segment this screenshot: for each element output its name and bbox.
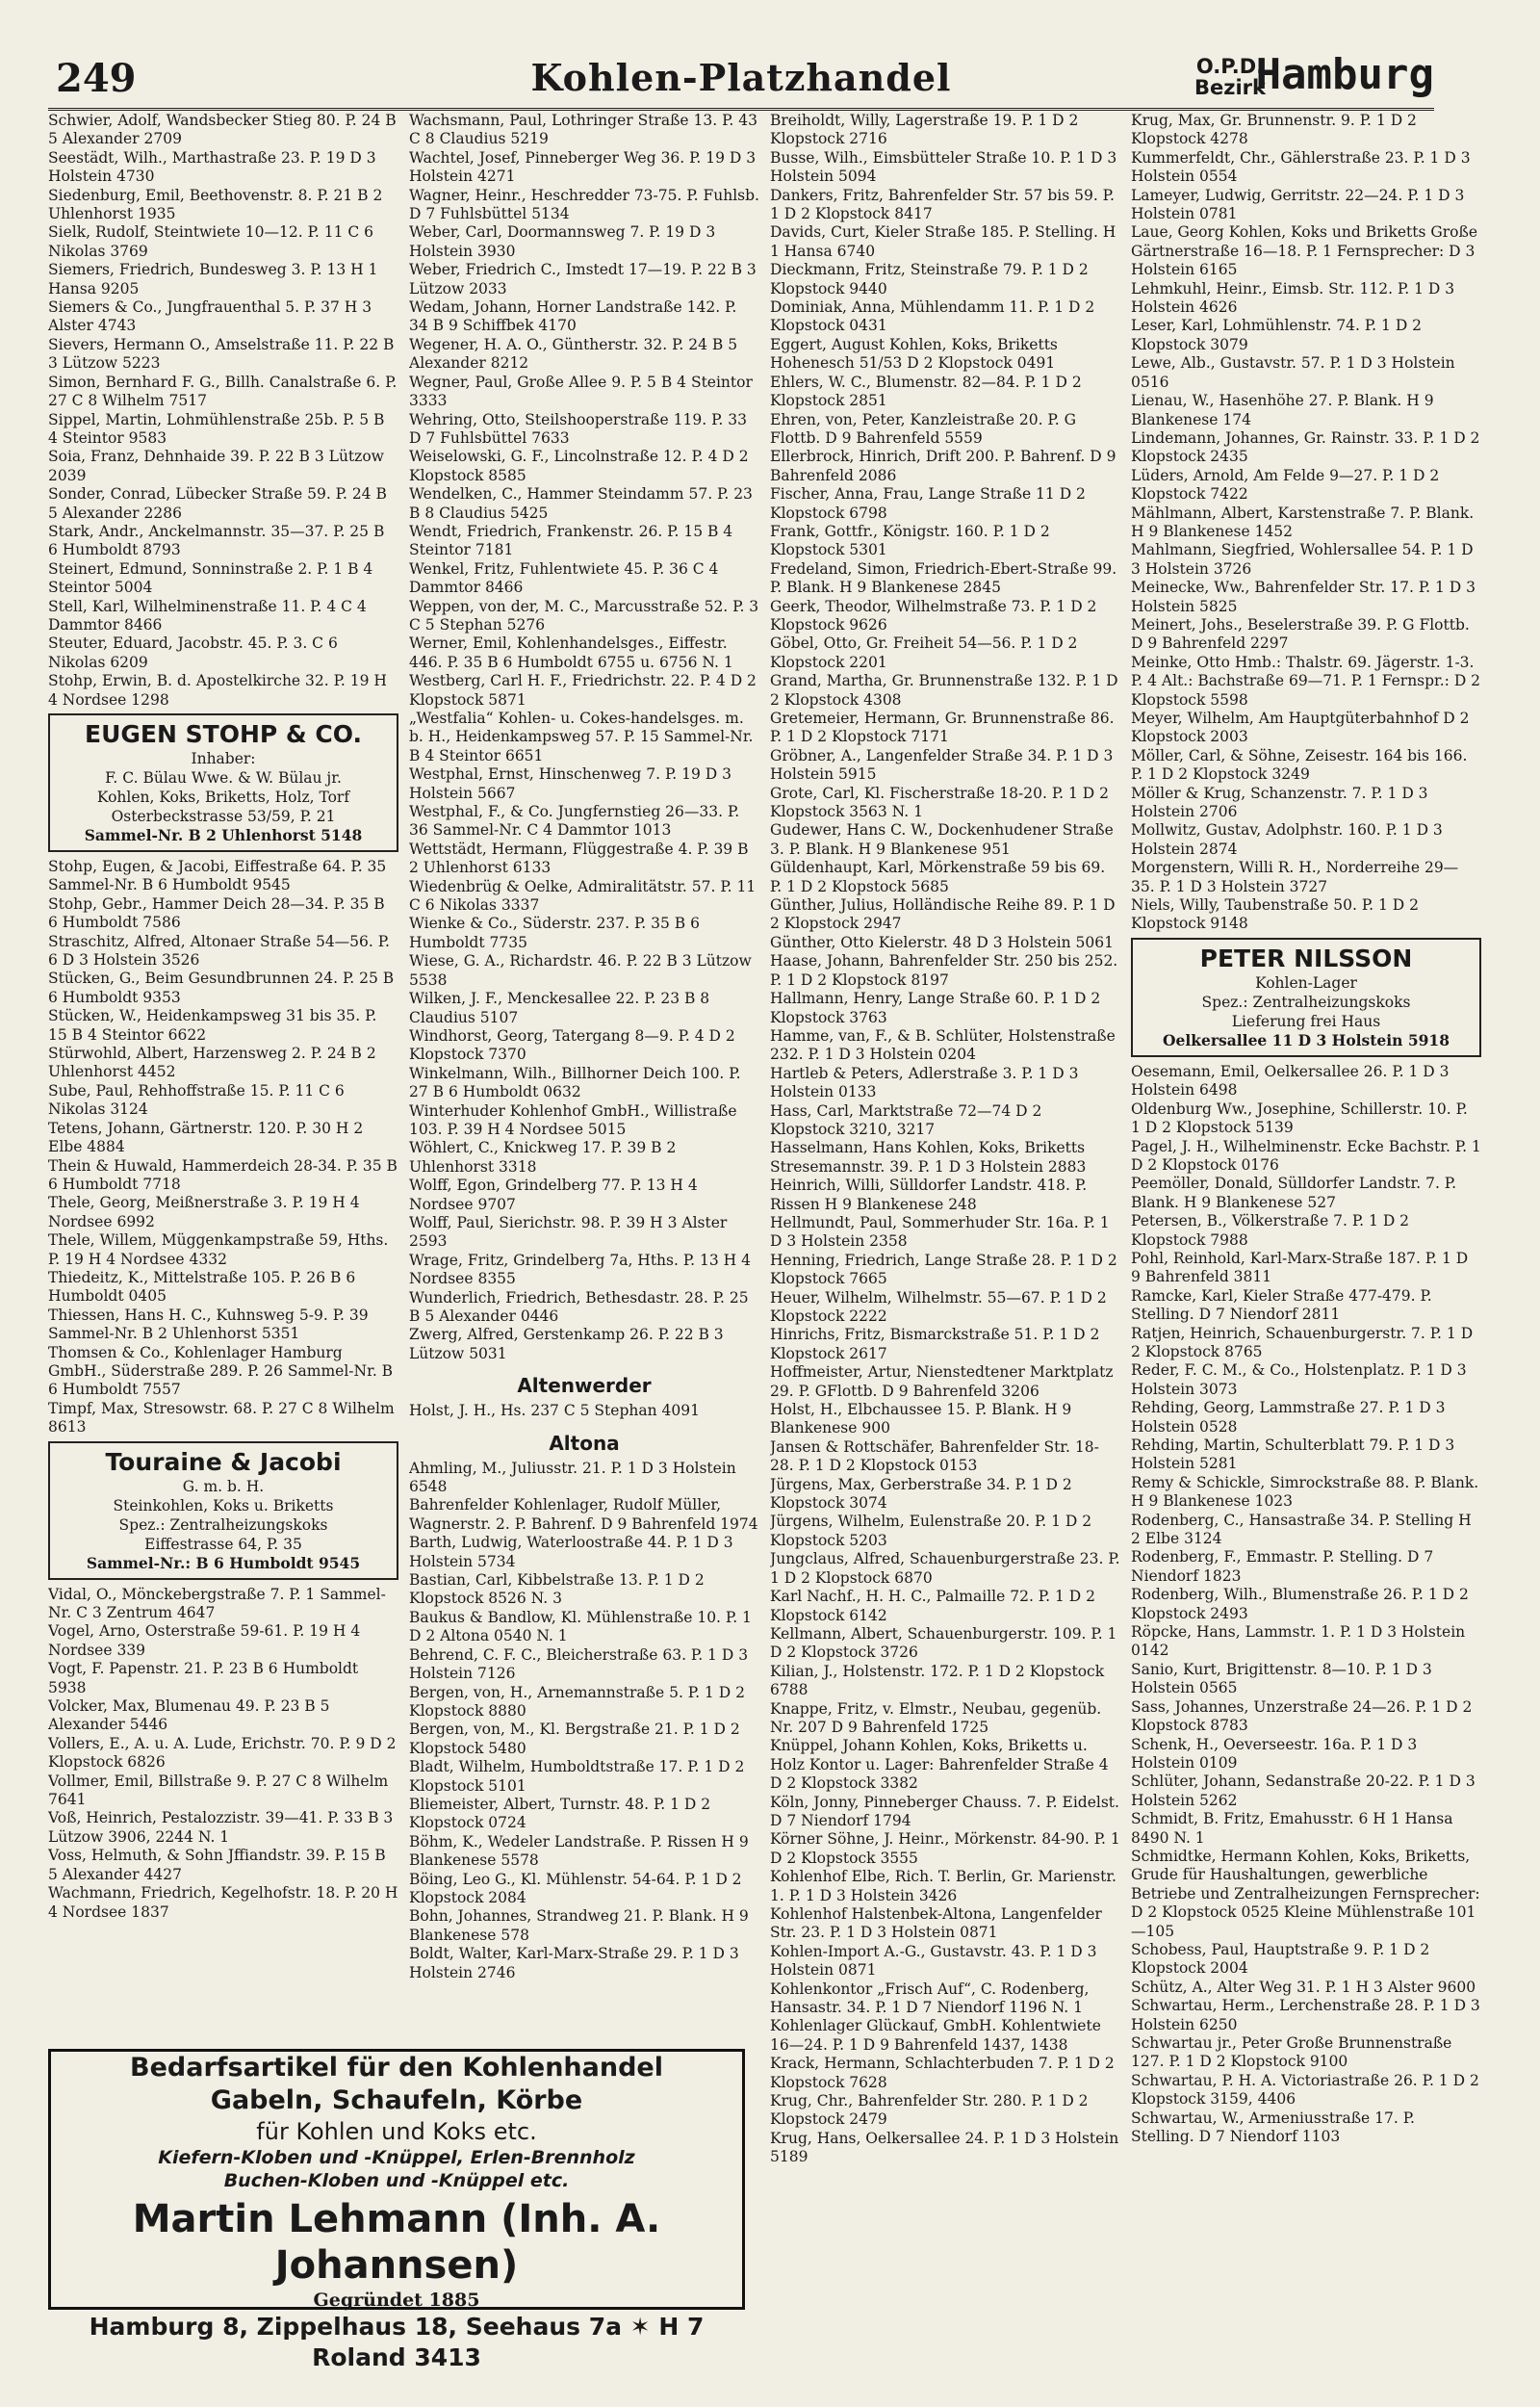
directory-entry: Meinecke, Ww., Bahrenfelder Str. 17. P. 1 D 3 Holstein 5825 [1131, 579, 1476, 615]
column-2 [409, 112, 759, 1982]
directory-entry: Werner, Emil, Kohlenhandelsges., Eiffestr. 446. P. 35 B 6 Humboldt 6755 u. 6756 N. 1 [409, 634, 733, 671]
column-3 [770, 112, 1120, 2167]
directory-entry: Behrend, C. F. C., Bleicherstraße 63. P. 1 D 3 Holstein 7126 [409, 1645, 749, 1683]
directory-entry: Wolff, Paul, Sierichstr. 98. P. 39 H 3 Alster 2593 [409, 1213, 728, 1251]
directory-entry: Rehding, Martin, Schulterblatt 79. P. 1 D 3 Holstein 5281 [1131, 1436, 1455, 1473]
advertisement-line: Sammel-Nr.: B 6 Humboldt 9545 [86, 1553, 361, 1572]
directory-entry: Thele, Georg, Meißnerstraße 3. P. 19 H 4 Nordsee 6992 [48, 1194, 360, 1230]
directory-entry: Breiholdt, Willy, Lagerstraße 19. P. 1 D 2 Klopstock 2716 [770, 112, 1079, 148]
district-abbr: O.P.D. [1195, 55, 1265, 78]
directory-entry: Jansen & Rottschäfer, Bahrenfelder Str. 18-28. P. 1 D 2 Klopstock 0153 [770, 1437, 1099, 1475]
directory-entry: Wrage, Fritz, Grindelberg 7a, Hths. P. 13 H 4 Nordsee 8355 [409, 1251, 751, 1288]
directory-entry: Wiedenbrüg & Oelke, Admiralitätstr. 57. P. 11 C 6 Nikolas 3337 [409, 877, 757, 915]
directory-entry: Thomsen & Co., Kohlenlager Hamburg GmbH., Süderstraße 289. P. 26 Sammel-Nr. B 6 Humboldt 7557 [48, 1343, 394, 1399]
directory-entry: Krug, Hans, Oelkersallee 24. P. 1 D 3 Holstein 5189 [770, 2129, 1119, 2166]
directory-entry: Straschitz, Alfred, Altonaer Straße 54—56. P. 6 D 3 Holstein 3526 [48, 932, 390, 970]
directory-entry: Körner Söhne, J. Heinr., Mörkenstr. 84-90. P. 1 D 2 Klopstock 3555 [770, 1830, 1120, 1867]
directory-entry: Möller, Carl, & Söhne, Zeisestr. 164 bis 166. P. 1 D 2 Klopstock 3249 [1131, 746, 1468, 784]
directory-entry: Lienau, W., Hasenhöhe 27. P. Blank. H 9 Blankenese 174 [1131, 392, 1434, 428]
advertisement-line: G. m. b. H. [182, 1477, 265, 1495]
directory-entry: Vollers, E., A. u. A. Lude, Erichstr. 70. P. 9 D 2 Klopstock 6826 [48, 1734, 397, 1772]
directory-entry: Zwerg, Alfred, Gerstenkamp 26. P. 22 B 3 Lützow 5031 [409, 1326, 724, 1362]
directory-entry: Röpcke, Hans, Lammstr. 1. P. 1 D 3 Holstein 0142 [1131, 1623, 1466, 1660]
directory-entry: Hellmundt, Paul, Sommerhuder Str. 16a. P. 1 D 3 Holstein 2358 [770, 1213, 1110, 1251]
directory-entry: Bladt, Wilhelm, Humboldtstraße 17. P. 1 D 2 Klopstock 5101 [409, 1758, 745, 1795]
directory-entry: Petersen, B., Völkerstraße 7. P. 1 D 2 Klopstock 7988 [1131, 1212, 1410, 1249]
directory-entry: Hass, Carl, Marktstraße 72—74 D 2 Klopstock 3210, 3217 [770, 1101, 1042, 1138]
directory-entry: Ehren, von, Peter, Kanzleistraße 20. P. G Flottb. D 9 Bahrenfeld 5559 [770, 410, 1076, 447]
advertisement-line: Spez.: Zentralheizungskoks [1201, 993, 1411, 1011]
directory-entry: Meinke, Otto Hmb.: Thalstr. 69. Jägerstr. 1-3. P. 4 Alt.: Bachstraße 69—71. P. 1 Fernspr.: D 2 Klopstock 5598 [1131, 653, 1481, 709]
directory-entry: Pohl, Reinhold, Karl-Marx-Straße 187. P. 1 D 9 Bahrenfeld 3811 [1131, 1249, 1469, 1286]
directory-entry: Schwartau jr., Peter Große Brunnenstraße 127. P. 1 D 2 Klopstock 9100 [1131, 2034, 1452, 2071]
ad-line: für Kohlen und Koks etc. [256, 2118, 537, 2145]
directory-entry: Geerk, Theodor, Wilhelmstraße 73. P. 1 D 2 Klopstock 9626 [770, 597, 1097, 634]
directory-entry: Westberg, Carl H. F., Friedrichstr. 22. P. 4 D 2 Klopstock 5871 [409, 672, 757, 709]
directory-entry: Sonder, Conrad, Lübecker Straße 59. P. 24 B 5 Alexander 2286 [48, 485, 387, 522]
directory-entry: Dieckmann, Fritz, Steinstraße 79. P. 1 D 2 Klopstock 9440 [770, 261, 1089, 298]
directory-entry: Hinrichs, Fritz, Bismarckstraße 51. P. 1 D 2 Klopstock 2617 [770, 1326, 1100, 1362]
directory-entry: Wöhlert, C., Knickweg 17. P. 39 B 2 Uhlenhorst 3318 [409, 1139, 677, 1176]
directory-entry: Oldenburg Ww., Josephine, Schillerstr. 10. P. 1 D 2 Klopstock 5139 [1131, 1100, 1468, 1137]
directory-entry: Henning, Friedrich, Lange Straße 28. P. 1 D 2 Klopstock 7665 [770, 1251, 1117, 1288]
directory-entry: Hallmann, Henry, Lange Straße 60. P. 1 D 2 Klopstock 3763 [770, 990, 1101, 1026]
directory-entry: Frank, Gottfr., Königstr. 160. P. 1 D 2 Klopstock 5301 [770, 522, 1050, 559]
advertisement-box [48, 1441, 398, 1580]
directory-entry: Thiedeitz, K., Mittelstraße 105. P. 26 B 6 Humboldt 0405 [48, 1268, 356, 1306]
directory-entry: Gröbner, A., Langenfelder Straße 34. P. 1 D 3 Holstein 5915 [770, 746, 1114, 784]
directory-entry: Winkelmann, Wilh., Billhorner Deich 100. P. 27 B 6 Humboldt 0632 [409, 1064, 741, 1101]
directory-entry: Rehding, Georg, Lammstraße 27. P. 1 D 3 Holstein 0528 [1131, 1399, 1446, 1436]
directory-entry: Günther, Otto Kielerstr. 48 D 3 Holstein 5061 [770, 933, 1114, 951]
directory-entry: Schobess, Paul, Hauptstraße 9. P. 1 D 2 Klopstock 2004 [1131, 1940, 1430, 1978]
advertisement-title: Touraine & Jacobi [105, 1447, 342, 1476]
directory-entry: Weber, Carl, Doormannsweg 7. P. 19 D 3 Holstein 3930 [409, 223, 716, 260]
directory-entry: Krug, Max, Gr. Brunnenstr. 9. P. 1 D 2 Klopstock 4278 [1131, 112, 1417, 148]
directory-entry: Dankers, Fritz, Bahrenfelder Str. 57 bis 59. P. 1 D 2 Klopstock 8417 [770, 186, 1115, 223]
directory-entry: Wettstädt, Hermann, Flüggestraße 4. P. 39 B 2 Uhlenhorst 6133 [409, 840, 749, 877]
directory-entry: Wiese, G. A., Richardstr. 46. P. 22 B 3 Lützow 5538 [409, 952, 752, 989]
directory-entry: Weiselowski, G. F., Lincolnstraße 12. P. 4 D 2 Klopstock 8585 [409, 448, 749, 484]
directory-entry: Stark, Andr., Anckelmannstr. 35—37. P. 25 B 6 Humboldt 8793 [48, 522, 385, 559]
directory-entry: Peemöller, Donald, Sülldorfer Landstr. 7. P. Blank. H 9 Blankenese 527 [1131, 1175, 1457, 1211]
directory-entry: Jürgens, Max, Gerberstraße 34. P. 1 D 2 Klopstock 3074 [770, 1475, 1072, 1513]
advertisement-line: Kohlen, Koks, Briketts, Holz, Torf [96, 789, 350, 806]
directory-entry: Günther, Julius, Holländische Reihe 89. P. 1 D 2 Klopstock 2947 [770, 896, 1116, 933]
advertisement-line: Steinkohlen, Koks u. Briketts [113, 1496, 334, 1514]
directory-entry: Rodenberg, F., Emmastr. P. Stelling. D 7 Niendorf 1823 [1131, 1548, 1434, 1585]
directory-entry: Sube, Paul, Rehhoffstraße 15. P. 11 C 6 Nikolas 3124 [48, 1081, 345, 1119]
directory-entry: Siemers, Friedrich, Bundesweg 3. P. 13 H 1 Hansa 9205 [48, 261, 378, 298]
directory-entry: Holst, J. H., Hs. 237 C 5 Stephan 4091 [409, 1402, 700, 1420]
directory-entry: Mählmann, Albert, Karstenstraße 7. P. Blank. H 9 Blankenese 1452 [1131, 504, 1475, 540]
directory-entry: Wendelken, C., Hammer Steindamm 57. P. 23 B 8 Claudius 5425 [409, 485, 753, 522]
ad-founded: Gegründet 1885 [313, 2290, 480, 2311]
directory-entry: Wehring, Otto, Steilshooperstraße 119. P. 33 D 7 Fuhlsbüttel 7633 [409, 410, 747, 447]
advertisement-title: EUGEN STOHP & CO. [85, 720, 362, 748]
directory-entry: Wachtel, Josef, Pinneberger Weg 36. P. 19 D 3 Holstein 4271 [409, 148, 757, 186]
directory-entry: Thein & Huwald, Hammerdeich 28-34. P. 35 B 6 Humboldt 7718 [48, 1156, 398, 1193]
advertisement-line: Kohlen-Lager [1255, 973, 1357, 992]
directory-entry: Schenk, H., Oeverseestr. 16a. P. 1 D 3 Holstein 0109 [1131, 1735, 1418, 1772]
directory-entry: Schütz, A., Alter Weg 31. P. 1 H 3 Alster 9600 [1131, 1978, 1476, 1996]
directory-entry: Westphal, Ernst, Hinschenweg 7. P. 19 D 3 Holstein 5667 [409, 765, 732, 802]
directory-entry: Karl Nachf., H. H. C., Palmaille 72. P. 1 D 2 Klopstock 6142 [770, 1588, 1095, 1624]
column-4 [1131, 112, 1481, 2146]
directory-entry: Knappe, Fritz, v. Elmstr., Neubau, gegenüb. Nr. 207 D 9 Bahrenfeld 1725 [770, 1699, 1102, 1736]
directory-entry: Wachsmann, Paul, Lothringer Straße 13. P. 43 C 8 Claudius 5219 [409, 112, 757, 148]
directory-entry: Hamme, van, F., & B. Schlüter, Holstenstraße 232. P. 1 D 3 Holstein 0204 [770, 1026, 1116, 1064]
directory-entry: Holst, H., Elbchaussee 15. P. Blank. H 9 Blankenese 900 [770, 1401, 1072, 1437]
directory-entry: Voss, Helmuth, & Sohn Jffiandstr. 39. P. 15 B 5 Alexander 4427 [48, 1847, 386, 1883]
section-heading: Altona [549, 1431, 620, 1455]
city-name: Hamburg [1255, 50, 1434, 99]
directory-entry: Wendt, Friedrich, Frankenstr. 26. P. 15 B 4 Steintor 7181 [409, 522, 733, 559]
directory-entry: Sievers, Hermann O., Amselstraße 11. P. 22 B 3 Lützow 5223 [48, 335, 395, 373]
directory-entry: Davids, Curt, Kieler Straße 185. P. Stelling. H 1 Hansa 6740 [770, 223, 1116, 260]
directory-entry: Siedenburg, Emil, Beethovenstr. 8. P. 21 B 2 Uhlenhorst 1935 [48, 186, 383, 223]
directory-entry: Hasselmann, Hans Kohlen, Koks, Briketts Stresemannstr. 39. P. 1 D 3 Holstein 2883 [770, 1139, 1087, 1176]
district-word: Bezirk [1194, 76, 1266, 99]
directory-entry: Wunderlich, Friedrich, Bethesdastr. 28. P. 25 B 5 Alexander 0446 [409, 1288, 749, 1325]
directory-entry: Winterhuder Kohlenhof GmbH., Willistraße 103. P. 39 H 4 Nordsee 5015 [409, 1101, 737, 1138]
directory-entry: Lewe, Alb., Gustavstr. 57. P. 1 D 3 Holstein 0516 [1131, 354, 1455, 391]
directory-entry: Hartleb & Peters, Adlerstraße 3. P. 1 D 3 Holstein 0133 [770, 1064, 1079, 1101]
directory-entry: Schwartau, Herm., Lerchenstraße 28. P. 1 D 3 Holstein 6250 [1131, 1997, 1480, 2033]
directory-entry: Busse, Wilh., Eimsbütteler Straße 10. P. 1 D 3 Holstein 5094 [770, 148, 1117, 186]
directory-entry: Wedam, Johann, Horner Landstraße 142. P. 34 B 9 Schiffbek 4170 [409, 298, 737, 335]
advertisement-line: Inhaber: [191, 750, 256, 767]
directory-entry: Knüppel, Johann Kohlen, Koks, Briketts u. Holz Kontor u. Lager: Bahrenfelder Straße 4 D 2 Klopstock 3382 [770, 1737, 1109, 1793]
directory-entry: Laue, Georg Kohlen, Koks und Briketts Große Gärtnerstraße 16—18. P. 1 Fernsprecher: D 3 Holstein 6165 [1131, 223, 1478, 279]
directory-entry: Wagner, Heinr., Heschredder 73-75. P. Fuhlsb. D 7 Fuhlsbüttel 5134 [409, 186, 759, 223]
directory-entry: Krug, Chr., Bahrenfelder Str. 280. P. 1 D 2 Klopstock 2479 [770, 2092, 1089, 2129]
ad-line: Bedarfsartikel für den Kohlenhandel [130, 2053, 663, 2083]
advertisement-martin-lehmann [48, 2049, 745, 2371]
directory-entry: Ahmling, M., Juliusstr. 21. P. 1 D 3 Holstein 6548 [409, 1459, 736, 1496]
directory-entry: Stürwohld, Albert, Harzensweg 2. P. 24 B 2 Uhlenhorst 4452 [48, 1045, 376, 1081]
directory-entry: Reder, F. C. M., & Co., Holstenplatz. P. 1 D 3 Holstein 3073 [1131, 1361, 1467, 1398]
directory-entry: Wachmann, Friedrich, Kegelhofstr. 18. P. 20 H 4 Nordsee 1837 [48, 1884, 398, 1921]
directory-entry: Göbel, Otto, Gr. Freiheit 54—56. P. 1 D 2 Klopstock 2201 [770, 634, 1078, 671]
directory-entry: Krack, Hermann, Schlachterbuden 7. P. 1 D 2 Klopstock 7628 [770, 2055, 1115, 2091]
directory-entry: Thiessen, Hans H. C., Kuhnsweg 5-9. P. 39 Sammel-Nr. B 2 Uhlenhorst 5351 [48, 1306, 369, 1343]
directory-entry: Kummerfeldt, Chr., Gählerstraße 23. P. 1 D 3 Holstein 0554 [1131, 148, 1471, 186]
directory-entry: Bohn, Johannes, Strandweg 21. P. Blank. H 9 Blankenese 578 [409, 1907, 749, 1944]
page-number: 249 [56, 56, 137, 101]
directory-entry: Bergen, von, H., Arnemannstraße 5. P. 1 D 2 Klopstock 8880 [409, 1683, 745, 1720]
advertisement-title: PETER NILSSON [1199, 944, 1413, 972]
directory-entry: Vidal, O., Mönckebergstraße 7. P. 1 Sammel-Nr. C 3 Zentrum 4647 [48, 1585, 386, 1621]
directory-entry: Fredeland, Simon, Friedrich-Ebert-Straße 99. P. Blank. H 9 Blankenese 2845 [770, 559, 1117, 597]
advertisement-line: Osterbeckstrasse 53/59, P. 21 [111, 808, 336, 825]
directory-entry: Grote, Carl, Kl. Fischerstraße 18-20. P. 1 D 2 Klopstock 3563 N. 1 [770, 784, 1109, 821]
directory-entry: Jungclaus, Alfred, Schauenburgerstraße 23. P. 1 D 2 Klopstock 6870 [770, 1550, 1120, 1587]
directory-entry: Rodenberg, Wilh., Blumenstraße 26. P. 1 D 2 Klopstock 2493 [1131, 1586, 1469, 1622]
advertisement-box [1131, 938, 1481, 1057]
directory-entry: Thele, Willem, Müggenkampstraße 59, Hths. P. 19 H 4 Nordsee 4332 [48, 1231, 389, 1268]
directory-entry: Ramcke, Karl, Kieler Straße 477-479. P. Stelling. D 7 Niendorf 2811 [1131, 1286, 1432, 1324]
directory-entry: Möller & Krug, Schanzenstr. 7. P. 1 D 3 Holstein 2706 [1131, 784, 1428, 821]
directory-entry: Grand, Martha, Gr. Brunnenstraße 132. P. 1 D 2 Klopstock 4308 [770, 672, 1118, 709]
directory-entry: Köln, Jonny, Pinneberger Chauss. 7. P. Eidelst. D 7 Niendorf 1794 [770, 1793, 1119, 1829]
directory-entry: Meinert, Johs., Beselerstraße 39. P. G Flottb. D 9 Bahrenfeld 2297 [1131, 615, 1470, 653]
directory-entry: Mollwitz, Gustav, Adolphstr. 160. P. 1 D 3 Holstein 2874 [1131, 821, 1443, 858]
column-1 [48, 112, 398, 1922]
directory-entry: Remy & Schickle, Simrockstraße 88. P. Blank. H 9 Blankenese 1023 [1131, 1473, 1479, 1511]
directory-entry: Niels, Willy, Taubenstraße 50. P. 1 D 2 Klopstock 9148 [1131, 896, 1419, 933]
directory-entry: Hoffmeister, Artur, Nienstedtener Marktplatz 29. P. GFlottb. D 9 Bahrenfeld 3206 [770, 1363, 1114, 1400]
directory-entry: Baukus & Bandlow, Kl. Mühlenstraße 10. P. 1 D 2 Altona 0540 N. 1 [409, 1608, 752, 1645]
directory-entry: Leser, Karl, Lohmühlenstr. 74. P. 1 D 2 Klopstock 3079 [1131, 317, 1423, 353]
directory-entry: Sippel, Martin, Lohmühlenstraße 25b. P. 5 B 4 Steintor 9583 [48, 410, 385, 447]
directory-entry: Wienke & Co., Süderstr. 237. P. 35 B 6 Humboldt 7735 [409, 915, 700, 951]
directory-entry: Schwartau, W., Armeniusstraße 17. P. Stelling. D 7 Niendorf 1103 [1131, 2109, 1415, 2146]
directory-entry: Schwartau, P. H. A. Victoriastraße 26. P. 1 D 2 Klopstock 3159, 4406 [1131, 2071, 1479, 2109]
directory-entry: Fischer, Anna, Frau, Lange Straße 11 D 2 Klopstock 6798 [770, 485, 1086, 522]
directory-entry: Gudewer, Hans C. W., Dockenhudener Straße 3. P. Blank. H 9 Blankenese 951 [770, 821, 1114, 858]
directory-entry: Vogt, F. Papenstr. 21. P. 23 B 6 Humboldt 5938 [48, 1660, 359, 1696]
directory-entry: Wegener, H. A. O., Güntherstr. 32. P. 24 B 5 Alexander 8212 [409, 335, 738, 373]
directory-entry: Bahrenfelder Kohlenlager, Rudolf Müller, Wagnerstr. 2. P. Bahrenf. D 9 Bahrenfeld 1974 [409, 1496, 758, 1533]
advertisement-line: Spez.: Zentralheizungskoks [118, 1515, 328, 1534]
directory-entry: Böhm, K., Wedeler Landstraße. P. Rissen H 9 Blankenese 5578 [409, 1832, 749, 1870]
directory-entry: Stell, Karl, Wilhelminenstraße 11. P. 4 C 4 Dammtor 8466 [48, 597, 367, 634]
directory-entry: Kohlenhof Halstenbek-Altona, Langenfelder Str. 23. P. 1 D 3 Holstein 0871 [770, 1905, 1102, 1942]
directory-entry: Vogel, Arno, Osterstraße 59-61. P. 19 H 4 Nordsee 339 [48, 1622, 361, 1659]
ad-line: Gabeln, Schaufeln, Körbe [210, 2085, 583, 2115]
directory-entry: Steuter, Eduard, Jacobstr. 45. P. 3. C 6 Nikolas 6209 [48, 634, 338, 671]
directory-entry: Kohlen-Import A.-G., Gustavstr. 43. P. 1 D 3 Holstein 0871 [770, 1942, 1097, 1980]
directory-entry: Meyer, Wilhelm, Am Hauptgüterbahnhof D 2 Klopstock 2003 [1131, 710, 1470, 746]
directory-entry: Siemers & Co., Jungfrauenthal 5. P. 37 H 3 Alster 4743 [48, 298, 372, 335]
advertisement-line: Eiffestrasse 64, P. 35 [144, 1535, 302, 1553]
page-title: Kohlen-Platzhandel [530, 56, 952, 99]
directory-entry: Timpf, Max, Stresowstr. 68. P. 27 C 8 Wilhelm 8613 [48, 1399, 395, 1436]
directory-entry: Gretemeier, Hermann, Gr. Brunnenstraße 86. P. 1 D 2 Klopstock 7171 [770, 710, 1115, 746]
directory-entry: Voß, Heinrich, Pestalozzistr. 39—41. P. 33 B 3 Lützow 3906, 2244 N. 1 [48, 1809, 394, 1846]
directory-entry: Sass, Johannes, Unzerstraße 24—26. P. 1 D 2 Klopstock 8783 [1131, 1697, 1473, 1735]
directory-entry: Haase, Johann, Bahrenfelder Str. 250 bis 252. P. 1 D 2 Klopstock 8197 [770, 952, 1118, 989]
directory-entry: Kohlenhof Elbe, Rich. T. Berlin, Gr. Marienstr. 1. P. 1 D 3 Holstein 3426 [770, 1868, 1116, 1904]
directory-entry: Ratjen, Heinrich, Schauenburgerstr. 7. P. 1 D 2 Klopstock 8765 [1131, 1324, 1474, 1360]
directory-entry: Sanio, Kurt, Brigittenstr. 8—10. P. 1 D 3 Holstein 0565 [1131, 1660, 1432, 1697]
directory-entry: Stücken, W., Heidenkampsweg 31 bis 35. P. 15 B 4 Steintor 6622 [48, 1007, 377, 1044]
directory-entry: Dominiak, Anna, Mühlendamm 11. P. 1 D 2 Klopstock 0431 [770, 298, 1095, 335]
directory-entry: Schlüter, Johann, Sedanstraße 20-22. P. 1 D 3 Holstein 5262 [1131, 1773, 1476, 1809]
directory-entry: Lindemann, Johannes, Gr. Rainstr. 33. P. 1 D 2 Klopstock 2435 [1131, 428, 1480, 466]
directory-entry: Eggert, August Kohlen, Koks, Briketts Hohenesch 51/53 D 2 Klopstock 0491 [770, 335, 1058, 373]
page-header [48, 50, 1434, 111]
directory-entry: Bastian, Carl, Kibbelstraße 13. P. 1 D 2 Klopstock 8526 N. 3 [409, 1571, 705, 1608]
directory-entry: Lehmkuhl, Heinr., Eimsb. Str. 112. P. 1 D 3 Holstein 4626 [1131, 279, 1455, 317]
directory-entry: Volcker, Max, Blumenau 49. P. 23 B 5 Alexander 5446 [48, 1697, 330, 1734]
directory-entry: Mahlmann, Siegfried, Wohlersallee 54. P. 1 D 3 Holstein 3726 [1131, 541, 1474, 578]
directory-entry: Pagel, J. H., Wilhelminenstr. Ecke Bachstr. P. 1 D 2 Klopstock 0176 [1131, 1137, 1481, 1174]
directory-entry: Seestädt, Wilh., Marthastraße 23. P. 19 D 3 Holstein 4730 [48, 148, 376, 186]
directory-entry: Böing, Leo G., Kl. Mühlenstr. 54-64. P. 1 D 2 Klopstock 2084 [409, 1870, 742, 1906]
section-heading: Altenwerder [517, 1374, 652, 1398]
directory-entry: Stohp, Erwin, B. d. Apostelkirche 32. P. 19 H 4 Nordsee 1298 [48, 672, 387, 709]
directory-entry: Weber, Friedrich C., Imstedt 17—19. P. 22 B 3 Lützow 2033 [409, 261, 757, 298]
advertisement-line: F. C. Bülau Wwe. & W. Bülau jr. [105, 769, 342, 787]
directory-entry: Ehlers, W. C., Blumenstr. 82—84. P. 1 D 2 Klopstock 2851 [770, 373, 1082, 410]
ad-line: Kiefern-Kloben und -Knüppel, Erlen-Brennholz [158, 2147, 635, 2168]
directory-entry: Lameyer, Ludwig, Gerritstr. 22—24. P. 1 D 3 Holstein 0781 [1131, 186, 1465, 223]
directory-entry: Wenkel, Fritz, Fuhlentwiete 45. P. 36 C 4 Dammtor 8466 [409, 559, 719, 597]
directory-entry: Simon, Bernhard F. G., Billh. Canalstraße 6. P. 27 C 8 Wilhelm 7517 [48, 373, 398, 410]
directory-entry: Bergen, von, M., Kl. Bergstraße 21. P. 1 D 2 Klopstock 5480 [409, 1721, 740, 1757]
directory-entry: Morgenstern, Willi R. H., Norderreihe 29—35. P. 1 D 3 Holstein 3727 [1131, 859, 1459, 895]
directory-entry: Heinrich, Willi, Sülldorfer Landstr. 418. P. Rissen H 9 Blankenese 248 [770, 1177, 1088, 1213]
directory-entry: Stohp, Gebr., Hammer Deich 28—34. P. 35 B 6 Humboldt 7586 [48, 894, 385, 932]
directory-entry: Westphal, F., & Co. Jungfernstieg 26—33. P. 36 Sammel-Nr. C 4 Dammtor 1013 [409, 803, 740, 840]
directory-entry: Schmidt, B. Fritz, Emahusstr. 6 H 1 Hansa 8490 N. 1 [1131, 1810, 1453, 1847]
advertisement-line: Sammel-Nr. B 2 Uhlenhorst 5148 [84, 826, 363, 844]
advertisement-line: Oelkersallee 11 D 3 Holstein 5918 [1163, 1030, 1450, 1049]
directory-entry: Stücken, G., Beim Gesundbrunnen 24. P. 25 B 6 Humboldt 9353 [48, 970, 395, 1006]
directory-entry: Kellmann, Albert, Schauenburgerstr. 109. P. 1 D 2 Klopstock 3726 [770, 1624, 1117, 1662]
directory-entry: Wegner, Paul, Große Allee 9. P. 5 B 4 Steintor 3333 [409, 373, 753, 410]
directory-entry: Schwier, Adolf, Wandsbecker Stieg 80. P. 24 B 5 Alexander 2709 [48, 112, 397, 148]
directory-entry: Vollmer, Emil, Billstraße 9. P. 27 C 8 Wilhelm 7641 [48, 1772, 389, 1809]
directory-entry: Wolff, Egon, Grindelberg 77. P. 13 H 4 Nordsee 9707 [409, 1177, 698, 1213]
directory-entry: Windhorst, Georg, Tatergang 8—9. P. 4 D 2 Klopstock 7370 [409, 1026, 735, 1064]
advertisement-box [48, 713, 398, 852]
ad-address: Hamburg 8, Zippelhaus 18, Seehaus 7a ✶ H 7 Roland 3413 [89, 2313, 705, 2371]
directory-entry: „Westfalia“ Kohlen- u. Cokes-handelsges. m. b. H., Heidenkampsweg 57. P. 15 Sammel-Nr. B 4 Steintor 6651 [409, 710, 754, 764]
directory-entry: Schmidtke, Hermann Kohlen, Koks, Briketts, Grude für Haushaltungen, gewerbliche Betriebe und Zentralheizungen Fernsprecher: D 2 Klopstock 0525 Kleine Mühlenstraße 101—105 [1131, 1847, 1480, 1940]
directory-entry: Ellerbrock, Hinrich, Drift 200. P. Bahrenf. D 9 Bahrenfeld 2086 [770, 448, 1116, 484]
directory-entry: Steinert, Edmund, Sonninstraße 2. P. 1 B 4 Steintor 5004 [48, 559, 373, 597]
directory-entry: Barth, Ludwig, Waterloostraße 44. P. 1 D 3 Holstein 5734 [409, 1534, 733, 1570]
directory-entry: Soia, Franz, Dehnhaide 39. P. 22 B 3 Lützow 2039 [48, 448, 384, 484]
directory-entry: Oesemann, Emil, Oelkersallee 26. P. 1 D 3 Holstein 6498 [1131, 1062, 1450, 1100]
ad-company-name: Martin Lehmann (Inh. A. Johannsen) [132, 2197, 661, 2288]
directory-entry: Sielk, Rudolf, Steintwiete 10—12. P. 11 C 6 Nikolas 3769 [48, 223, 374, 260]
directory-entry: Jürgens, Wilhelm, Eulenstraße 20. P. 1 D 2 Klopstock 5203 [770, 1513, 1092, 1549]
directory-entry: Kohlenlager Glückauf, GmbH. Kohlentwiete 16—24. P. 1 D 9 Bahrenfeld 1437, 1438 [770, 2017, 1101, 2054]
directory-entry: Kohlenkontor „Frisch Auf“, C. Rodenberg, Hansastr. 34. P. 1 D 7 Niendorf 1196 N. 1 [770, 1980, 1090, 2017]
ad-line: Buchen-Kloben und -Knüppel etc. [223, 2170, 570, 2191]
directory-entry: Bliemeister, Albert, Turnstr. 48. P. 1 D 2 Klopstock 0724 [409, 1795, 711, 1832]
directory-entry: Stohp, Eugen, & Jacobi, Eiffestraße 64. P. 35 Sammel-Nr. B 6 Humboldt 9545 [48, 858, 387, 894]
advertisement-line: Lieferung frei Haus [1231, 1012, 1381, 1030]
directory-entry: Wilken, J. F., Menckesallee 22. P. 23 B 8 Claudius 5107 [409, 990, 710, 1026]
directory-entry: Rodenberg, C., Hansastraße 34. P. Stelling H 2 Elbe 3124 [1131, 1511, 1472, 1548]
directory-entry: Weppen, von der, M. C., Marcusstraße 52. P. 3 C 5 Stephan 5276 [409, 597, 759, 634]
directory-entry: Güldenhaupt, Karl, Mörkenstraße 59 bis 69. P. 1 D 2 Klopstock 5685 [770, 859, 1106, 895]
directory-entry: Lüders, Arnold, Am Felde 9—27. P. 1 D 2 Klopstock 7422 [1131, 466, 1440, 504]
directory-entry: Heuer, Wilhelm, Wilhelmstr. 55—67. P. 1 D 2 Klopstock 2222 [770, 1288, 1107, 1325]
directory-entry: Tetens, Johann, Gärtnerstr. 120. P. 30 H 2 Elbe 4884 [48, 1119, 364, 1156]
directory-entry: Boldt, Walter, Karl-Marx-Straße 29. P. 1 D 3 Holstein 2746 [409, 1945, 739, 1981]
directory-entry: Kilian, J., Holstenstr. 172. P. 1 D 2 Klopstock 6788 [770, 1662, 1105, 1699]
